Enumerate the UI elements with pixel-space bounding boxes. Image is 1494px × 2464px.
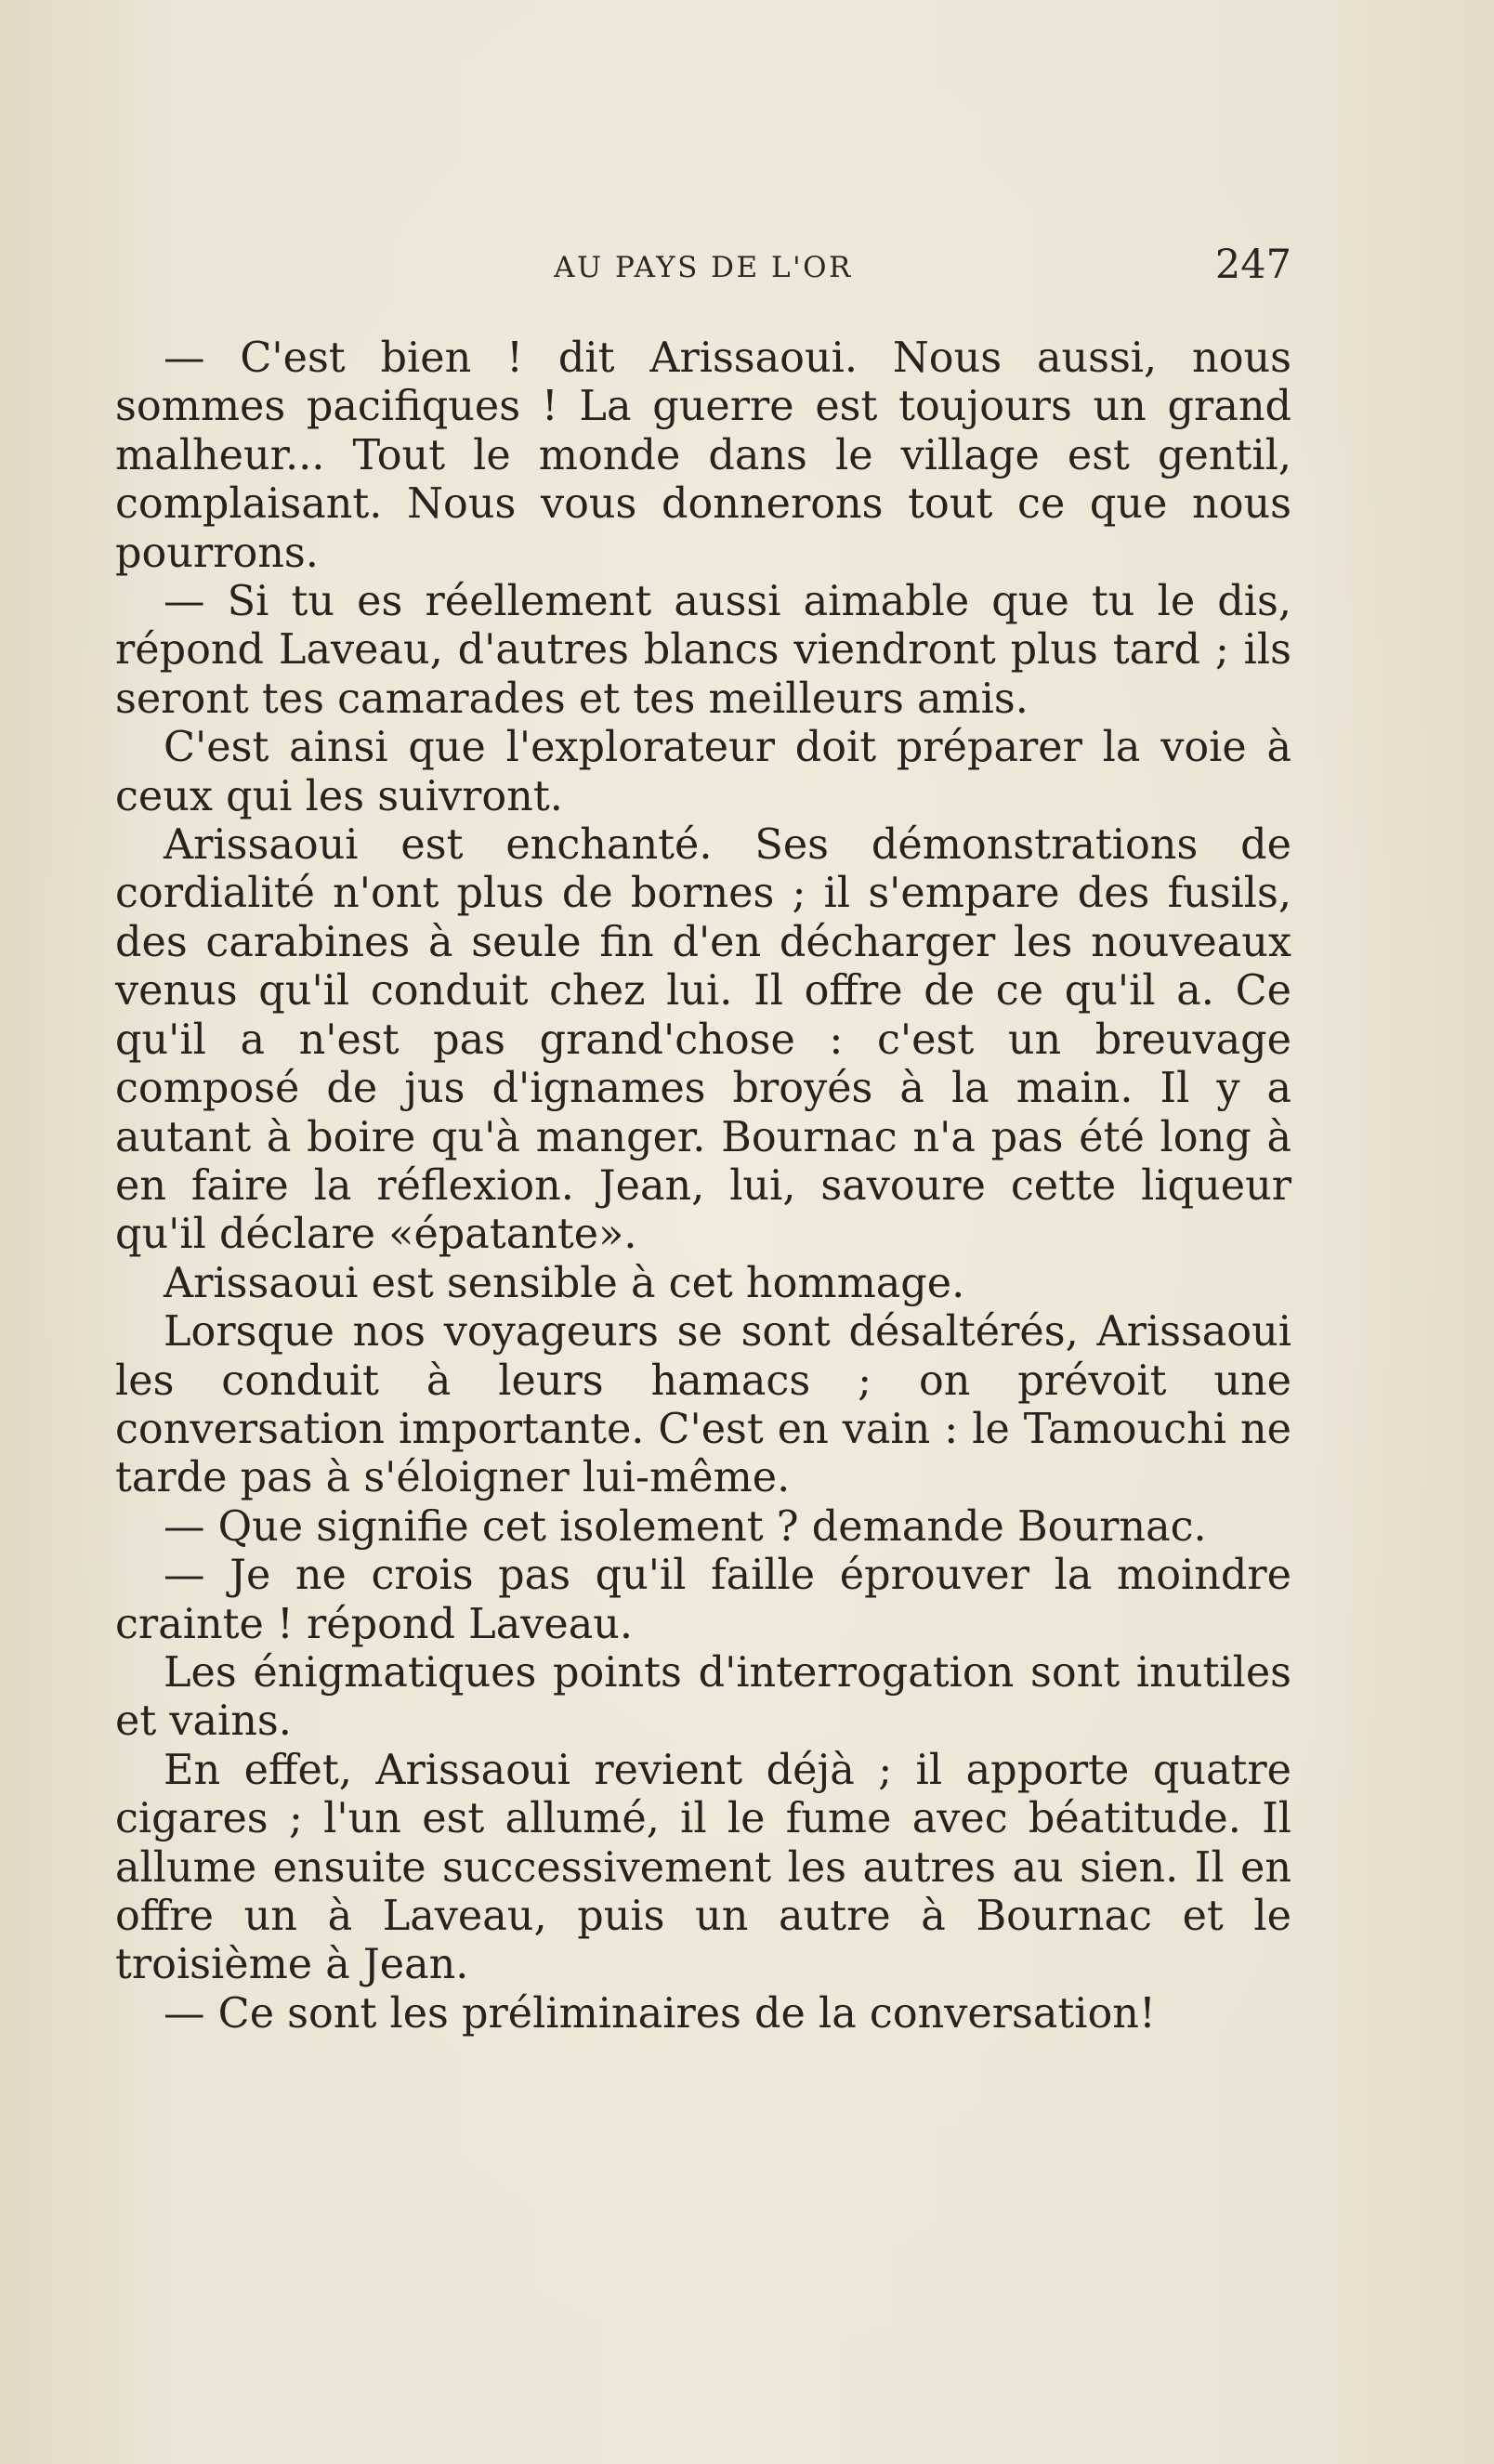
paragraph-5: Arissaoui est sensible à cet hommage. bbox=[164, 1259, 965, 1307]
running-header bbox=[115, 240, 1291, 295]
paragraph-4: Arissaoui est enchanté. Ses démonstrations de cordialité n'ont plus de bornes ; il s'empare des fusils, des carabines à seule fin d'en décharger les nouveaux venus qu'il conduit chez lui. Il offre de ce qu'il a. Ce qu'il a n'est pas grand'chose : c'est un breuvage composé de jus d'ignames broyés à la main. Il y a autant à boire qu'à manger. Bournac n'a pas été long à en faire la réflexion. Jean, lui, savoure cette liqueur qu'il déclare «épatante». bbox=[115, 821, 1291, 1259]
paragraph-2: — Si tu es réellement aussi aimable que tu le dis, répond Laveau, d'autres blancs viendront plus tard ; ils seront tes camarades et tes meilleurs amis. bbox=[115, 578, 1291, 723]
paragraph-1: — C'est bien ! dit Arissaoui. Nous aussi, nous sommes pacifiques ! La guerre est toujours un grand malheur... Tout le monde dans le village est gentil, complaisant. Nous vous donnerons tout ce que nous pourrons. bbox=[115, 334, 1291, 577]
page-number: 247 bbox=[1214, 242, 1291, 288]
paragraph-3: C'est ainsi que l'explorateur doit préparer la voie à ceux qui les suivront. bbox=[115, 724, 1291, 820]
paragraph-10: En effet, Arissaoui revient déjà ; il apporte quatre cigares ; l'un est allumé, il le fume avec béatitude. Il allume ensuite successivement les autres au sien. Il en offre un à Laveau, puis un autre à Bournac et le troisième à Jean. bbox=[115, 1746, 1291, 1989]
paragraph-7: — Que signifie cet isolement ? demande Bournac. bbox=[164, 1502, 1207, 1551]
body-text bbox=[115, 334, 1291, 2038]
paragraph-9: Les énigmatiques points d'interrogation sont inutiles et vains. bbox=[115, 1648, 1291, 1746]
paragraph-6: Lorsque nos voyageurs se sont désaltérés, Arissaoui les conduit à leurs hamacs ; on prévoit une conversation importante. C'est en vain : le Tamouchi ne tarde pas à s'éloigner lui-même. bbox=[115, 1308, 1291, 1502]
paragraph-8: — Je ne crois pas qu'il faille éprouver la moindre crainte ! répond Laveau. bbox=[115, 1552, 1291, 1648]
running-title: AU PAYS DE L'OR bbox=[554, 251, 853, 284]
paragraph-11: — Ce sont les préliminaires de la conversation! bbox=[164, 1989, 1156, 2038]
